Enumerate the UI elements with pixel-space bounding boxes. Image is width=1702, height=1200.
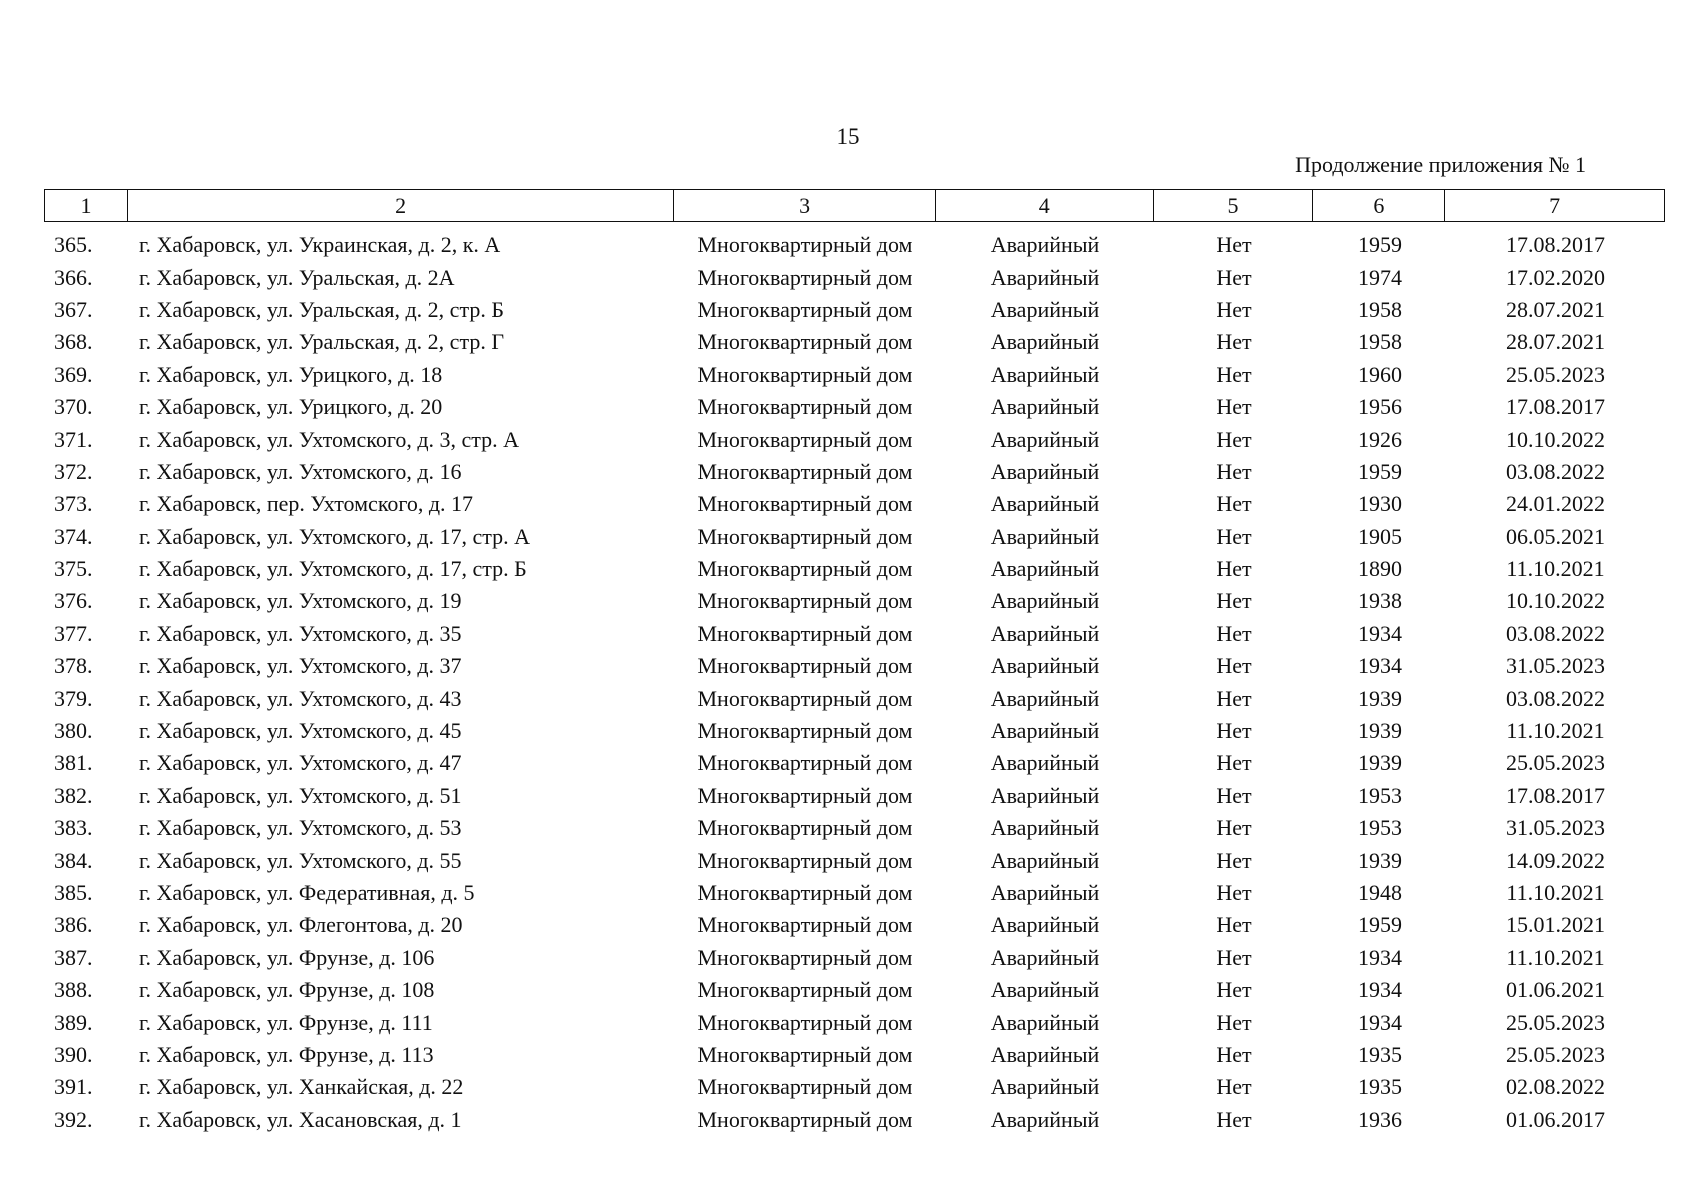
condition-cell: Аварийный	[990, 1106, 1100, 1132]
year-cell: 1890	[1358, 556, 1402, 582]
date-cell: 11.10.2021	[1506, 718, 1605, 744]
building-type-cell: Многоквартирный дом	[697, 653, 913, 679]
year-cell: 1960	[1358, 361, 1402, 387]
row-number: 382.	[54, 782, 93, 808]
address-cell: г. Хабаровск, ул. Ухтомского, д. 17, стр. А	[139, 523, 531, 549]
condition-cell: Аварийный	[990, 750, 1100, 776]
flag-cell: Нет	[1216, 491, 1252, 517]
flag-cell: Нет	[1216, 296, 1252, 322]
row-number: 375.	[54, 556, 93, 582]
address-cell: г. Хабаровск, ул. Ухтомского, д. 55	[139, 847, 462, 873]
date-cell: 17.08.2017	[1506, 782, 1605, 808]
condition-cell: Аварийный	[990, 556, 1100, 582]
building-type-cell: Многоквартирный дом	[697, 556, 913, 582]
year-cell: 1939	[1358, 750, 1402, 776]
table-row	[44, 488, 1665, 520]
row-number: 371.	[54, 426, 93, 452]
table-row	[44, 942, 1665, 974]
date-cell: 14.09.2022	[1506, 847, 1605, 873]
building-type-cell: Многоквартирный дом	[697, 588, 913, 614]
row-number: 388.	[54, 977, 93, 1003]
date-cell: 31.05.2023	[1506, 815, 1605, 841]
date-cell: 25.05.2023	[1506, 361, 1605, 387]
table-row	[44, 747, 1665, 779]
date-cell: 28.07.2021	[1506, 296, 1605, 322]
year-cell: 1936	[1358, 1106, 1402, 1132]
flag-cell: Нет	[1216, 394, 1252, 420]
condition-cell: Аварийный	[990, 1074, 1100, 1100]
table-row	[44, 326, 1665, 358]
row-number: 391.	[54, 1074, 93, 1100]
flag-cell: Нет	[1216, 1009, 1252, 1035]
date-cell: 03.08.2022	[1506, 458, 1605, 484]
year-cell: 1958	[1358, 329, 1402, 355]
header-cell-6: 6	[1313, 190, 1445, 221]
address-cell: г. Хабаровск, ул. Фрунзе, д. 108	[139, 977, 435, 1003]
building-type-cell: Многоквартирный дом	[697, 1106, 913, 1132]
row-number: 376.	[54, 588, 93, 614]
row-number: 377.	[54, 620, 93, 646]
table-row	[44, 456, 1665, 488]
date-cell: 11.10.2021	[1506, 556, 1605, 582]
address-cell: г. Хабаровск, ул. Уральская, д. 2А	[139, 264, 455, 290]
page-number: 15	[836, 124, 860, 149]
year-cell: 1905	[1358, 523, 1402, 549]
condition-cell: Аварийный	[990, 912, 1100, 938]
year-cell: 1939	[1358, 718, 1402, 744]
row-number: 373.	[54, 491, 93, 517]
row-number: 379.	[54, 685, 93, 711]
row-number: 380.	[54, 718, 93, 744]
flag-cell: Нет	[1216, 977, 1252, 1003]
appendix-continuation-label: Продолжение приложения № 1	[1295, 152, 1586, 177]
flag-cell: Нет	[1216, 361, 1252, 387]
table-row	[44, 1104, 1665, 1136]
header-cell-1: 1	[45, 190, 128, 221]
year-cell: 1935	[1358, 1074, 1402, 1100]
address-cell: г. Хабаровск, ул. Федеративная, д. 5	[139, 880, 475, 905]
row-number: 389.	[54, 1009, 93, 1035]
building-type-cell: Многоквартирный дом	[697, 232, 913, 258]
row-number: 383.	[54, 815, 93, 841]
date-cell: 24.01.2022	[1506, 491, 1605, 517]
header-cell-5: 5	[1154, 190, 1314, 221]
building-type-cell: Многоквартирный дом	[697, 361, 913, 387]
year-cell: 1930	[1358, 491, 1402, 517]
building-type-cell: Многоквартирный дом	[697, 977, 913, 1003]
flag-cell: Нет	[1216, 523, 1252, 549]
building-type-cell: Многоквартирный дом	[697, 329, 913, 355]
condition-cell: Аварийный	[990, 718, 1100, 744]
year-cell: 1956	[1358, 394, 1402, 420]
flag-cell: Нет	[1216, 620, 1252, 646]
row-number: 378.	[54, 653, 93, 679]
flag-cell: Нет	[1216, 458, 1252, 484]
date-cell: 02.08.2022	[1506, 1074, 1605, 1100]
row-number: 366.	[54, 264, 93, 290]
flag-cell: Нет	[1216, 232, 1252, 258]
date-cell: 25.05.2023	[1506, 1041, 1605, 1067]
address-cell: г. Хабаровск, ул. Ухтомского, д. 16	[139, 458, 462, 484]
condition-cell: Аварийный	[990, 523, 1100, 549]
flag-cell: Нет	[1216, 264, 1252, 290]
condition-cell: Аварийный	[990, 1009, 1100, 1035]
address-cell: г. Хабаровск, пер. Ухтомского, д. 17	[139, 491, 474, 517]
date-cell: 25.05.2023	[1506, 750, 1605, 776]
address-cell: г. Хабаровск, ул. Хасановская, д. 1	[139, 1106, 462, 1132]
building-type-cell: Многоквартирный дом	[697, 1009, 913, 1035]
condition-cell: Аварийный	[990, 426, 1100, 452]
condition-cell: Аварийный	[990, 394, 1100, 420]
condition-cell: Аварийный	[990, 847, 1100, 873]
address-cell: г. Хабаровск, ул. Ухтомского, д. 19	[139, 588, 462, 614]
year-cell: 1959	[1358, 458, 1402, 484]
flag-cell: Нет	[1216, 1106, 1252, 1132]
building-type-cell: Многоквартирный дом	[697, 620, 913, 646]
row-number: 369.	[54, 361, 93, 387]
address-cell: г. Хабаровск, ул. Ухтомского, д. 51	[139, 782, 462, 808]
row-number: 387.	[54, 944, 93, 970]
flag-cell: Нет	[1216, 556, 1252, 582]
table-row	[44, 423, 1665, 455]
table-row	[44, 391, 1665, 423]
table-row	[44, 844, 1665, 876]
row-number: 372.	[54, 458, 93, 484]
row-number: 384.	[54, 847, 93, 873]
flag-cell: Нет	[1216, 426, 1252, 452]
table-row	[44, 521, 1665, 553]
flag-cell: Нет	[1216, 944, 1252, 970]
building-type-cell: Многоквартирный дом	[697, 944, 913, 970]
address-cell: г. Хабаровск, ул. Ухтомского, д. 53	[139, 815, 462, 841]
date-cell: 15.01.2021	[1506, 912, 1605, 938]
table-row	[44, 553, 1665, 585]
table-row	[44, 359, 1665, 391]
building-type-cell: Многоквартирный дом	[697, 847, 913, 873]
row-number: 367.	[54, 296, 93, 322]
flag-cell: Нет	[1216, 718, 1252, 744]
address-cell: г. Хабаровск, ул. Урицкого, д. 18	[139, 361, 443, 387]
table-row	[44, 1039, 1665, 1071]
building-type-cell: Многоквартирный дом	[697, 718, 913, 744]
date-cell: 11.10.2021	[1506, 944, 1605, 970]
building-type-cell: Многоквартирный дом	[697, 880, 913, 905]
condition-cell: Аварийный	[990, 653, 1100, 679]
date-cell: 11.10.2021	[1506, 880, 1605, 905]
flag-cell: Нет	[1216, 782, 1252, 808]
table-row	[44, 715, 1665, 747]
address-cell: г. Хабаровск, ул. Ухтомского, д. 3, стр. А	[139, 426, 520, 452]
condition-cell: Аварийный	[990, 491, 1100, 517]
date-cell: 28.07.2021	[1506, 329, 1605, 355]
date-cell: 17.02.2020	[1506, 264, 1605, 290]
flag-cell: Нет	[1216, 588, 1252, 614]
year-cell: 1953	[1358, 815, 1402, 841]
date-cell: 10.10.2022	[1506, 588, 1605, 614]
address-cell: г. Хабаровск, ул. Украинская, д. 2, к. А	[139, 232, 501, 258]
address-cell: г. Хабаровск, ул. Флегонтова, д. 20	[139, 912, 463, 938]
address-cell: г. Хабаровск, ул. Ухтомского, д. 17, стр. Б	[139, 556, 527, 582]
address-cell: г. Хабаровск, ул. Ухтомского, д. 47	[139, 750, 462, 776]
date-cell: 17.08.2017	[1506, 394, 1605, 420]
table-row	[44, 618, 1665, 650]
table-row	[44, 812, 1665, 844]
date-cell: 01.06.2021	[1506, 977, 1605, 1003]
date-cell: 25.05.2023	[1506, 1009, 1605, 1035]
flag-cell: Нет	[1216, 912, 1252, 938]
building-type-cell: Многоквартирный дом	[697, 912, 913, 938]
table-row	[44, 974, 1665, 1006]
condition-cell: Аварийный	[990, 977, 1100, 1003]
table-row	[44, 229, 1665, 261]
year-cell: 1926	[1358, 426, 1402, 452]
date-cell: 03.08.2022	[1506, 685, 1605, 711]
condition-cell: Аварийный	[990, 232, 1100, 258]
building-type-cell: Многоквартирный дом	[697, 296, 913, 322]
address-cell: г. Хабаровск, ул. Фрунзе, д. 106	[139, 944, 435, 970]
year-cell: 1959	[1358, 912, 1402, 938]
year-cell: 1934	[1358, 944, 1402, 970]
year-cell: 1939	[1358, 847, 1402, 873]
flag-cell: Нет	[1216, 1074, 1252, 1100]
address-cell: г. Хабаровск, ул. Фрунзе, д. 113	[139, 1041, 434, 1067]
row-number: 368.	[54, 329, 93, 355]
condition-cell: Аварийный	[990, 815, 1100, 841]
condition-cell: Аварийный	[990, 458, 1100, 484]
date-cell: 17.08.2017	[1506, 232, 1605, 258]
header-cell-7: 7	[1549, 192, 1561, 218]
condition-cell: Аварийный	[990, 361, 1100, 387]
row-number: 385.	[54, 880, 93, 905]
date-cell: 10.10.2022	[1506, 426, 1605, 452]
address-cell: г. Хабаровск, ул. Ухтомского, д. 45	[139, 718, 462, 744]
address-cell: г. Хабаровск, ул. Фрунзе, д. 111	[139, 1009, 433, 1035]
flag-cell: Нет	[1216, 329, 1252, 355]
table-body	[44, 229, 1665, 1136]
year-cell: 1934	[1358, 653, 1402, 679]
year-cell: 1939	[1358, 685, 1402, 711]
date-cell: 03.08.2022	[1506, 620, 1605, 646]
condition-cell: Аварийный	[990, 329, 1100, 355]
condition-cell: Аварийный	[990, 620, 1100, 646]
condition-cell: Аварийный	[990, 1041, 1100, 1067]
building-type-cell: Многоквартирный дом	[697, 815, 913, 841]
condition-cell: Аварийный	[990, 880, 1100, 905]
year-cell: 1934	[1358, 1009, 1402, 1035]
row-number: 381.	[54, 750, 93, 776]
table-row	[44, 877, 1665, 909]
header-cell-4: 4	[936, 190, 1154, 221]
flag-cell: Нет	[1216, 653, 1252, 679]
building-type-cell: Многоквартирный дом	[697, 750, 913, 776]
building-type-cell: Многоквартирный дом	[697, 782, 913, 808]
building-type-cell: Многоквартирный дом	[697, 685, 913, 711]
flag-cell: Нет	[1216, 847, 1252, 873]
table-row	[44, 650, 1665, 682]
building-type-cell: Многоквартирный дом	[697, 491, 913, 517]
building-type-cell: Многоквартирный дом	[697, 1041, 913, 1067]
building-type-cell: Многоквартирный дом	[697, 264, 913, 290]
row-number: 386.	[54, 912, 93, 938]
year-cell: 1948	[1358, 880, 1402, 905]
year-cell: 1934	[1358, 977, 1402, 1003]
header-cell-3: 3	[674, 190, 936, 221]
table-row	[44, 294, 1665, 326]
year-cell: 1953	[1358, 782, 1402, 808]
flag-cell: Нет	[1216, 880, 1252, 905]
building-type-cell: Многоквартирный дом	[697, 426, 913, 452]
row-number: 365.	[54, 232, 93, 258]
building-type-cell: Многоквартирный дом	[697, 523, 913, 549]
date-cell: 31.05.2023	[1506, 653, 1605, 679]
address-cell: г. Хабаровск, ул. Ханкайская, д. 22	[139, 1074, 464, 1100]
address-cell: г. Хабаровск, ул. Урицкого, д. 20	[139, 394, 443, 420]
row-number: 370.	[54, 394, 93, 420]
year-cell: 1934	[1358, 620, 1402, 646]
address-cell: г. Хабаровск, ул. Ухтомского, д. 37	[139, 653, 462, 679]
condition-cell: Аварийный	[990, 944, 1100, 970]
date-cell: 01.06.2017	[1506, 1106, 1605, 1132]
building-type-cell: Многоквартирный дом	[697, 394, 913, 420]
flag-cell: Нет	[1216, 685, 1252, 711]
row-number: 374.	[54, 523, 93, 549]
table-row	[44, 261, 1665, 293]
table-row	[44, 682, 1665, 714]
table-row	[44, 1006, 1665, 1038]
condition-cell: Аварийный	[990, 782, 1100, 808]
header-cell-2: 2	[128, 190, 674, 221]
table-row	[44, 780, 1665, 812]
address-cell: г. Хабаровск, ул. Ухтомского, д. 43	[139, 685, 462, 711]
year-cell: 1935	[1358, 1041, 1402, 1067]
year-cell: 1959	[1358, 232, 1402, 258]
year-cell: 1958	[1358, 296, 1402, 322]
row-number: 390.	[54, 1041, 93, 1067]
row-number: 392.	[54, 1106, 93, 1132]
year-cell: 1938	[1358, 588, 1402, 614]
table-row	[44, 909, 1665, 941]
building-type-cell: Многоквартирный дом	[697, 1074, 913, 1100]
date-cell: 06.05.2021	[1506, 523, 1605, 549]
year-cell: 1974	[1358, 264, 1402, 290]
table-row	[44, 1071, 1665, 1103]
address-cell: г. Хабаровск, ул. Уральская, д. 2, стр. Б	[139, 296, 504, 322]
condition-cell: Аварийный	[990, 588, 1100, 614]
address-cell: г. Хабаровск, ул. Ухтомского, д. 35	[139, 620, 462, 646]
table-row	[44, 585, 1665, 617]
table-header	[44, 189, 1665, 222]
address-cell: г. Хабаровск, ул. Уральская, д. 2, стр. Г	[139, 329, 505, 355]
condition-cell: Аварийный	[990, 296, 1100, 322]
flag-cell: Нет	[1216, 815, 1252, 841]
flag-cell: Нет	[1216, 750, 1252, 776]
condition-cell: Аварийный	[990, 264, 1100, 290]
building-type-cell: Многоквартирный дом	[697, 458, 913, 484]
flag-cell: Нет	[1216, 1041, 1252, 1067]
condition-cell: Аварийный	[990, 685, 1100, 711]
